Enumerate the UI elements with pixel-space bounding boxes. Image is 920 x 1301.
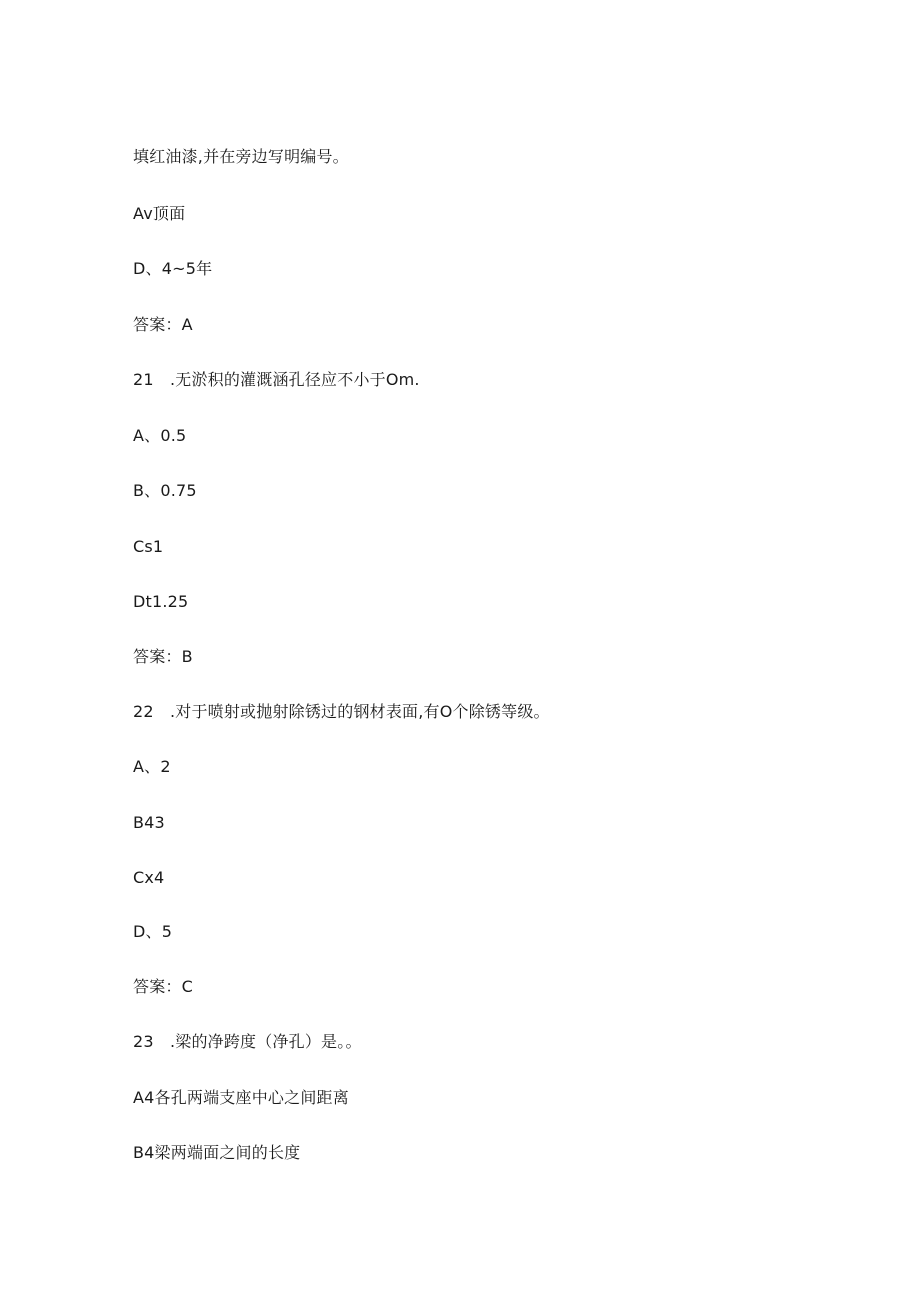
- option-a: A、0.5: [133, 426, 187, 445]
- answer-line: 答案：A: [133, 315, 193, 334]
- option-d: D、4~5年: [133, 259, 213, 278]
- option-d: D、5: [133, 922, 173, 941]
- option-b: B43: [133, 813, 165, 832]
- question-21: 21 .无淤积的灌溉涵孔径应不小于Om.: [133, 370, 420, 389]
- question-23: 23 .梁的净跨度（净孔）是。。: [133, 1032, 362, 1051]
- option-c: Cx4: [133, 868, 165, 887]
- option-a: A、2: [133, 757, 171, 776]
- option-a: Av顶面: [133, 204, 186, 223]
- answer-line: 答案：C: [133, 977, 193, 996]
- answer-line: 答案：B: [133, 647, 193, 666]
- option-b: B4梁两端面之间的长度: [133, 1143, 301, 1162]
- option-a: A4各孔两端支座中心之间距离: [133, 1088, 349, 1107]
- option-b: B、0.75: [133, 481, 197, 500]
- option-d: Dt1.25: [133, 592, 189, 611]
- option-c: Cs1: [133, 537, 164, 556]
- question-22: 22 .对于喷射或抛射除锈过的钢材表面,有O个除锈等级。: [133, 702, 550, 721]
- text-line: 填红油漆,并在旁边写明编号。: [133, 147, 349, 166]
